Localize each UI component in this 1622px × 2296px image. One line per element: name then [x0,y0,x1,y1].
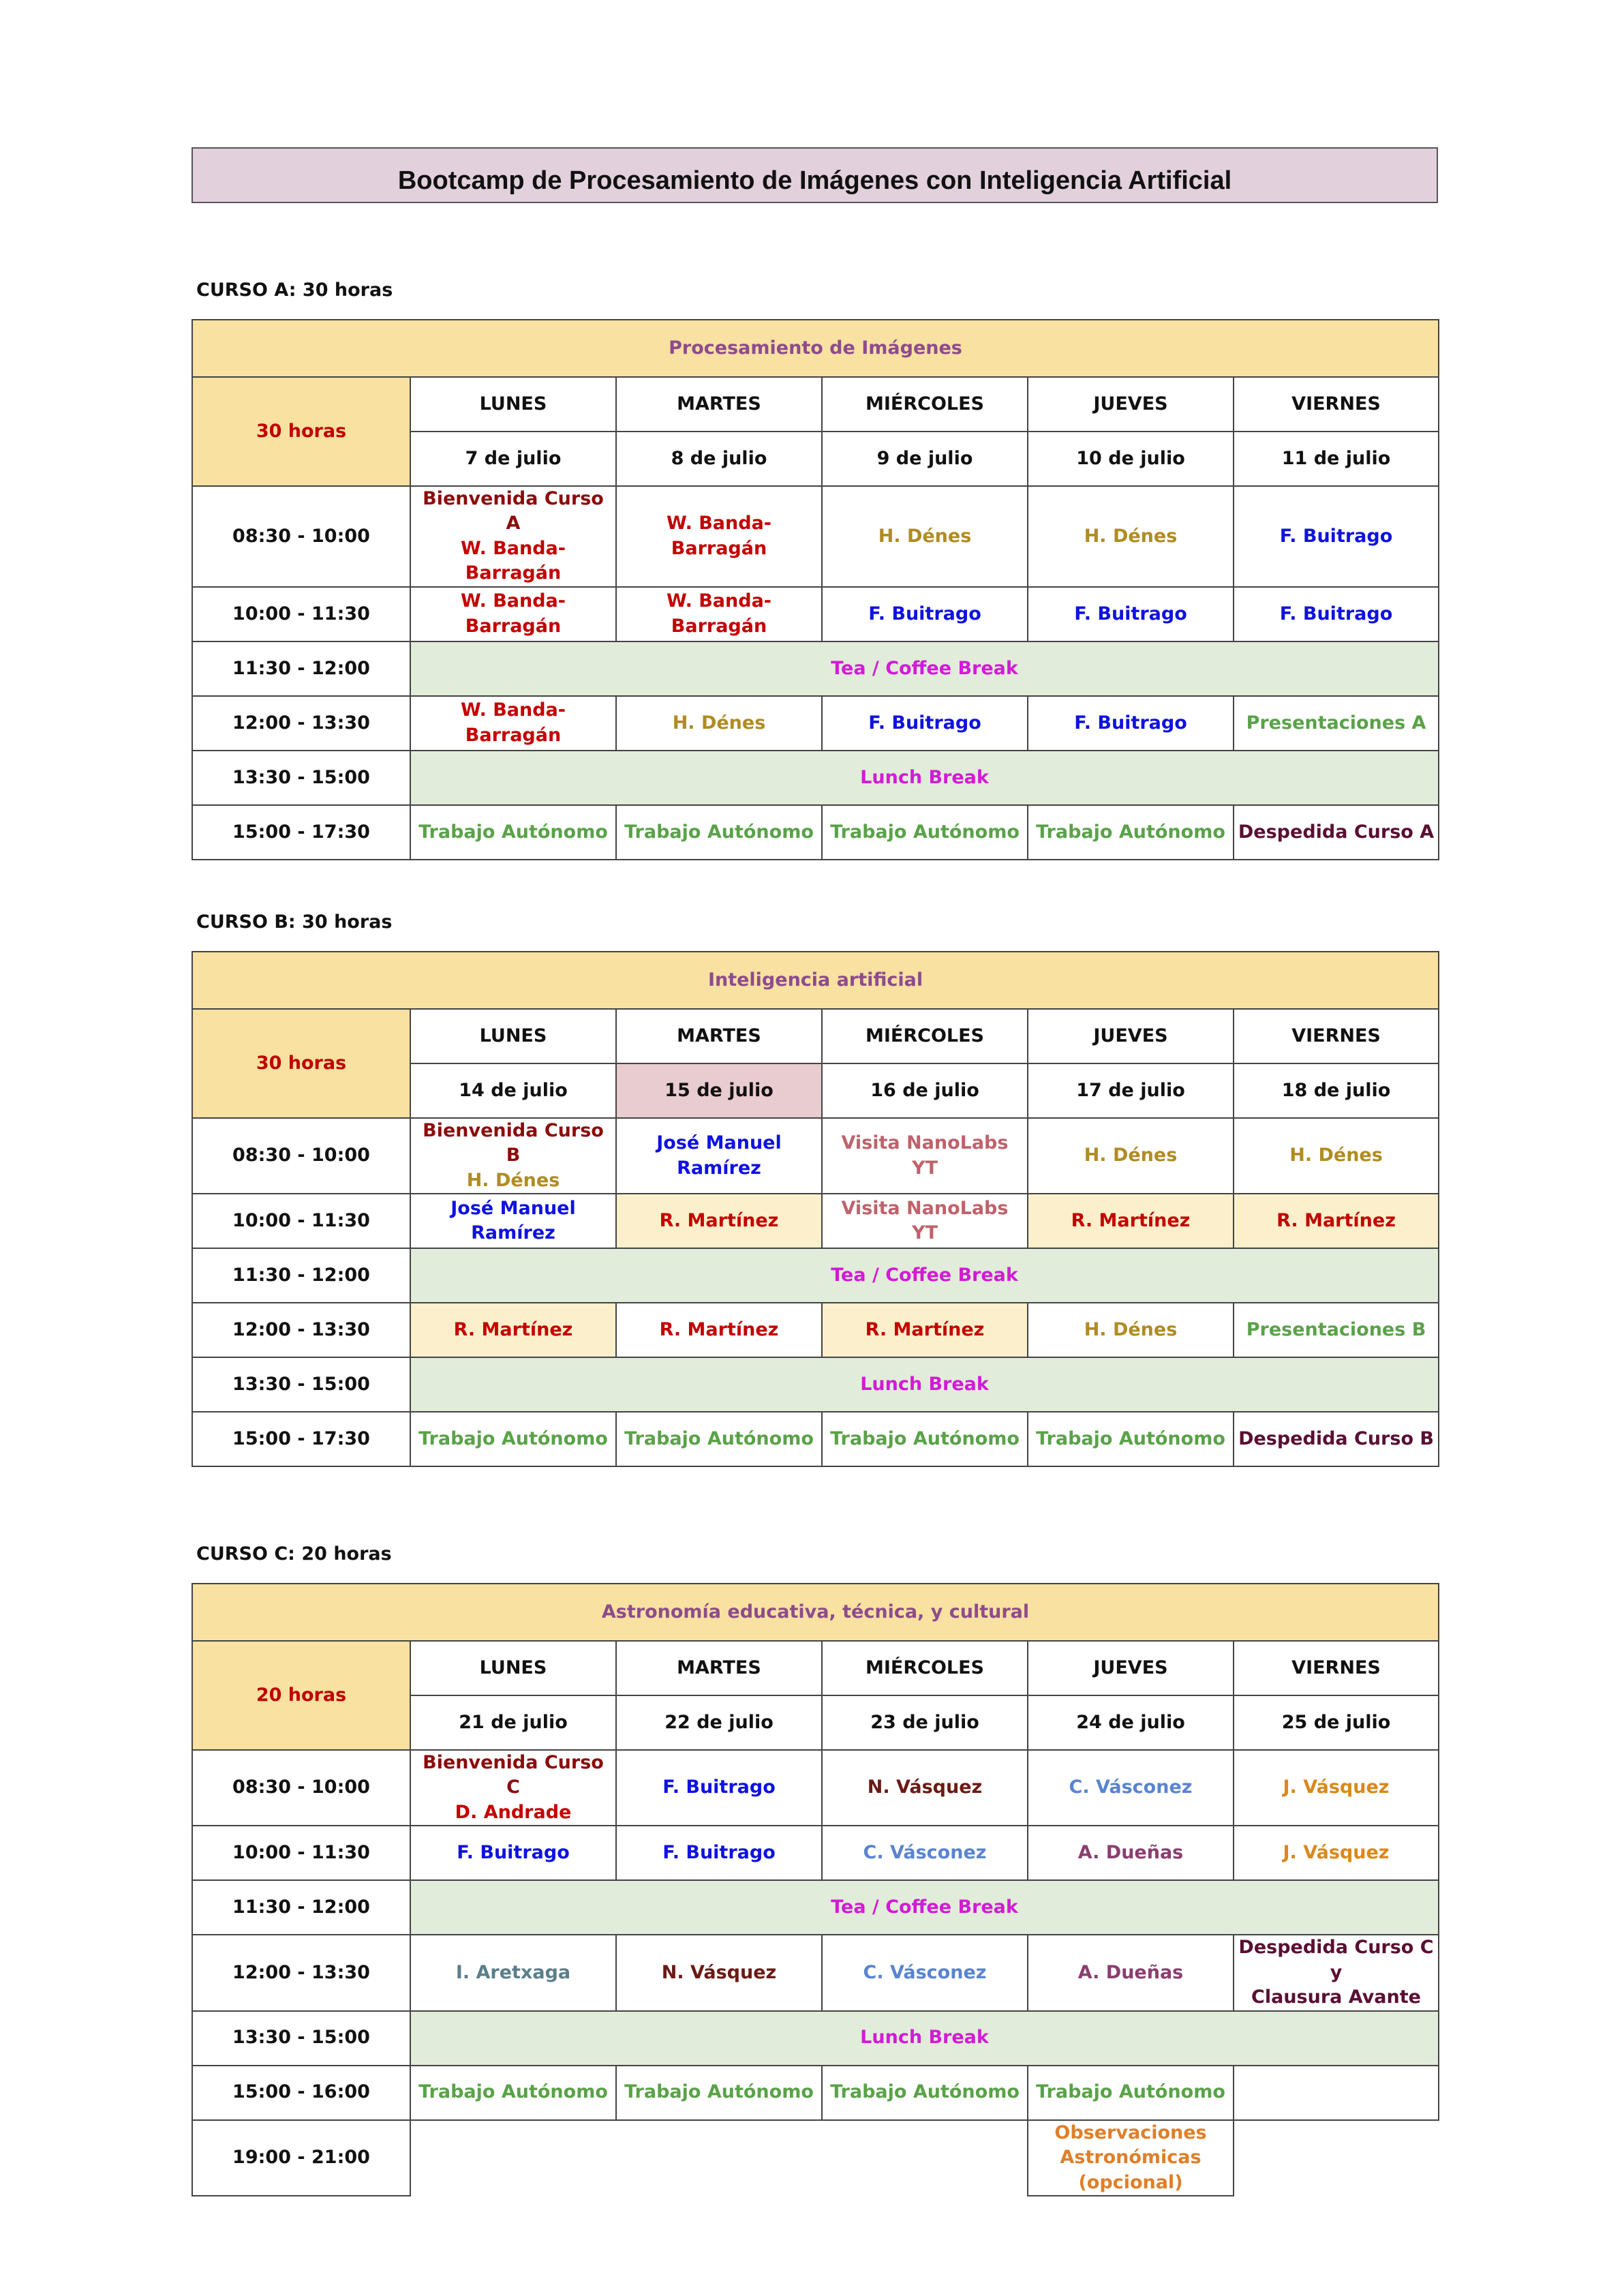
table-row [192,1357,1439,1412]
session-cell: R. Martínez [616,1303,822,1357]
date-cell: 16 de julio [822,1063,1028,1118]
table-row [192,805,1439,860]
time-slot: 13:30 - 15:00 [192,1357,410,1412]
time-slot: 15:00 - 17:30 [192,805,410,860]
lunch-break-cell: Lunch Break [410,2011,1439,2066]
table-row [192,1303,1439,1357]
session-cell: I. Aretxaga [410,1935,616,2010]
session-cell: F. Buitrago [1028,587,1234,641]
session-cell: C. Vásconez [822,1826,1028,1880]
day-row [192,377,1439,432]
session-cell: N. Vásquez [616,1935,822,2010]
session-text: Bienvenida Curso A [423,488,604,534]
session-cell: R. Martínez [822,1303,1028,1357]
session-cell: W. Banda-Barragán [616,587,822,641]
session-cell: J. Vásquez [1234,1826,1439,1880]
course-c-label: CURSO C: 20 horas [196,1543,392,1565]
table-header-row [192,320,1439,377]
time-slot: 15:00 - 17:30 [192,1412,410,1466]
session-cell: W. Banda-Barragán [410,587,616,641]
time-slot: 12:00 - 13:30 [192,1303,410,1357]
session-cell [1234,1935,1439,2010]
session-cell: F. Buitrago [616,1750,822,1826]
session-cell: Trabajo Autónomo [822,805,1028,860]
table-row [192,751,1439,805]
coffee-break-cell: Tea / Coffee Break [410,641,1439,696]
session-cell: R. Martínez [1234,1194,1439,1248]
session-cell: R. Martínez [1028,1194,1234,1248]
session-cell: Presentaciones A [1234,696,1439,751]
course-a-schedule-table [192,319,1439,860]
session-cell: F. Buitrago [1234,587,1439,641]
date-cell: 24 de julio [1028,1695,1234,1750]
day-header: MARTES [616,377,822,432]
table-row [192,1194,1439,1248]
table-row [192,696,1439,751]
date-cell-highlighted: 15 de julio [616,1063,822,1118]
session-cell: H. Dénes [616,696,822,751]
date-cell: 7 de julio [410,432,616,486]
session-cell: Visita NanoLabs YT [822,1194,1028,1248]
day-header: JUEVES [1028,1641,1234,1695]
session-cell: A. Dueñas [1028,1935,1234,2010]
empty-cell [1234,2120,1439,2196]
date-cell: 14 de julio [410,1063,616,1118]
table-header-row [192,1584,1439,1641]
time-slot: 10:00 - 11:30 [192,1826,410,1880]
time-slot: 11:30 - 12:00 [192,1248,410,1303]
day-header: VIERNES [1234,1009,1439,1063]
day-row [192,1009,1439,1063]
date-cell: 8 de julio [616,432,822,486]
session-cell [410,486,616,587]
session-cell [1028,2120,1234,2196]
session-cell: F. Buitrago [822,696,1028,751]
table-row [192,1118,1439,1194]
day-header: MARTES [616,1641,822,1695]
session-cell: Presentaciones B [1234,1303,1439,1357]
date-cell: 10 de julio [1028,432,1234,486]
table-row [192,1826,1439,1880]
day-header: MIÉRCOLES [822,1641,1028,1695]
course-b-title: Inteligencia artificial [192,952,1439,1009]
course-b-schedule-table [192,951,1439,1467]
lunch-break-cell: Lunch Break [410,751,1439,805]
session-cell: A. Dueñas [1028,1826,1234,1880]
session-cell: Trabajo Autónomo [1028,1412,1234,1466]
session-cell: Trabajo Autónomo [410,2066,616,2120]
session-cell: José Manuel Ramírez [616,1118,822,1194]
time-slot: 19:00 - 21:00 [192,2120,410,2196]
day-header: MIÉRCOLES [822,377,1028,432]
lunch-break-cell: Lunch Break [410,1357,1439,1412]
session-cell: C. Vásconez [1028,1750,1234,1826]
table-row [192,1935,1439,2010]
day-header: LUNES [410,377,616,432]
session-text: Astronómicas (opcional) [1060,2147,1202,2193]
time-slot: 11:30 - 12:00 [192,641,410,696]
date-cell: 23 de julio [822,1695,1028,1750]
session-cell: R. Martínez [616,1194,822,1248]
session-text: D. Andrade [455,1801,572,1823]
time-slot: 12:00 - 13:30 [192,1935,410,2010]
session-cell: W. Banda-Barragán [410,696,616,751]
empty-cell [1234,2066,1439,2120]
time-slot: 08:30 - 10:00 [192,1118,410,1194]
session-cell: J. Vásquez [1234,1750,1439,1826]
coffee-break-cell: Tea / Coffee Break [410,1880,1439,1935]
session-cell [410,1118,616,1194]
time-slot: 08:30 - 10:00 [192,1750,410,1826]
session-cell: W. Banda-Barragán [616,486,822,587]
session-cell: F. Buitrago [1028,696,1234,751]
session-cell: José Manuel Ramírez [410,1194,616,1248]
table-row [192,587,1439,641]
document-title: Bootcamp de Procesamiento de Imágenes con Inteligencia Artificial [397,166,1232,195]
table-row [192,2066,1439,2120]
day-header: MIÉRCOLES [822,1009,1028,1063]
time-slot: 13:30 - 15:00 [192,751,410,805]
table-row [192,641,1439,696]
session-cell: H. Dénes [1234,1118,1439,1194]
day-header: JUEVES [1028,377,1234,432]
course-a-title: Procesamiento de Imágenes [192,320,1439,377]
time-slot: 10:00 - 11:30 [192,587,410,641]
session-text: Despedida Curso C y [1238,1937,1434,1983]
session-cell: N. Vásquez [822,1750,1028,1826]
session-cell: Visita NanoLabs YT [822,1118,1028,1194]
session-cell: Trabajo Autónomo [410,1412,616,1466]
session-cell: H. Dénes [1028,486,1234,587]
session-cell: Trabajo Autónomo [1028,805,1234,860]
session-cell: F. Buitrago [1234,486,1439,587]
course-a-hours: 30 horas [192,377,410,486]
date-cell: 22 de julio [616,1695,822,1750]
time-slot: 13:30 - 15:00 [192,2011,410,2066]
session-text: Bienvenida Curso B [423,1120,604,1166]
table-row [192,2011,1439,2066]
session-cell: F. Buitrago [616,1826,822,1880]
time-slot: 11:30 - 12:00 [192,1880,410,1935]
course-b-label: CURSO B: 30 horas [196,911,393,933]
session-cell: Trabajo Autónomo [616,805,822,860]
date-cell: 11 de julio [1234,432,1439,486]
time-slot: 08:30 - 10:00 [192,486,410,587]
day-header: LUNES [410,1641,616,1695]
coffee-break-cell: Tea / Coffee Break [410,1248,1439,1303]
table-row [192,1750,1439,1826]
date-cell: 18 de julio [1234,1063,1439,1118]
session-cell: Trabajo Autónomo [616,2066,822,2120]
course-c-schedule-table [192,1583,1439,2196]
session-cell: H. Dénes [1028,1303,1234,1357]
course-c-hours: 20 horas [192,1641,410,1750]
session-cell: H. Dénes [1028,1118,1234,1194]
session-cell: Trabajo Autónomo [822,2066,1028,2120]
table-row [192,1880,1439,1935]
time-slot: 10:00 - 11:30 [192,1194,410,1248]
session-cell: Trabajo Autónomo [616,1412,822,1466]
date-cell: 9 de julio [822,432,1028,486]
session-cell: C. Vásconez [822,1935,1028,2010]
day-header: LUNES [410,1009,616,1063]
session-cell: Trabajo Autónomo [822,1412,1028,1466]
session-cell: Despedida Curso A [1234,805,1439,860]
session-text: Bienvenida Curso C [423,1752,604,1798]
day-header: MARTES [616,1009,822,1063]
empty-cell [410,2120,1028,2196]
date-cell: 25 de julio [1234,1695,1439,1750]
session-cell [410,1750,616,1826]
table-row [192,2120,1439,2196]
session-cell: F. Buitrago [822,587,1028,641]
session-cell: Despedida Curso B [1234,1412,1439,1466]
table-header-row [192,952,1439,1009]
table-row [192,1248,1439,1303]
session-text: W. Banda-Barragán [460,537,566,584]
session-text: Observaciones [1054,2121,1207,2143]
session-text: H. Dénes [466,1169,560,1191]
session-cell: H. Dénes [822,486,1028,587]
course-b-hours: 30 horas [192,1009,410,1118]
date-cell: 21 de julio [410,1695,616,1750]
course-a-label: CURSO A: 30 horas [196,280,393,301]
time-slot: 12:00 - 13:30 [192,696,410,751]
day-header: JUEVES [1028,1009,1234,1063]
day-header: VIERNES [1234,377,1439,432]
session-cell: F. Buitrago [410,1826,616,1880]
day-header: VIERNES [1234,1641,1439,1695]
date-cell: 17 de julio [1028,1063,1234,1118]
course-c-title: Astronomía educativa, técnica, y cultural [192,1584,1439,1641]
table-row [192,1412,1439,1466]
session-cell: Trabajo Autónomo [410,805,616,860]
day-row [192,1641,1439,1695]
session-text: Clausura Avante [1251,1987,1421,2008]
table-row [192,486,1439,587]
time-slot: 15:00 - 16:00 [192,2066,410,2120]
document-title-box [192,147,1438,203]
session-cell: R. Martínez [410,1303,616,1357]
session-cell: Trabajo Autónomo [1028,2066,1234,2120]
